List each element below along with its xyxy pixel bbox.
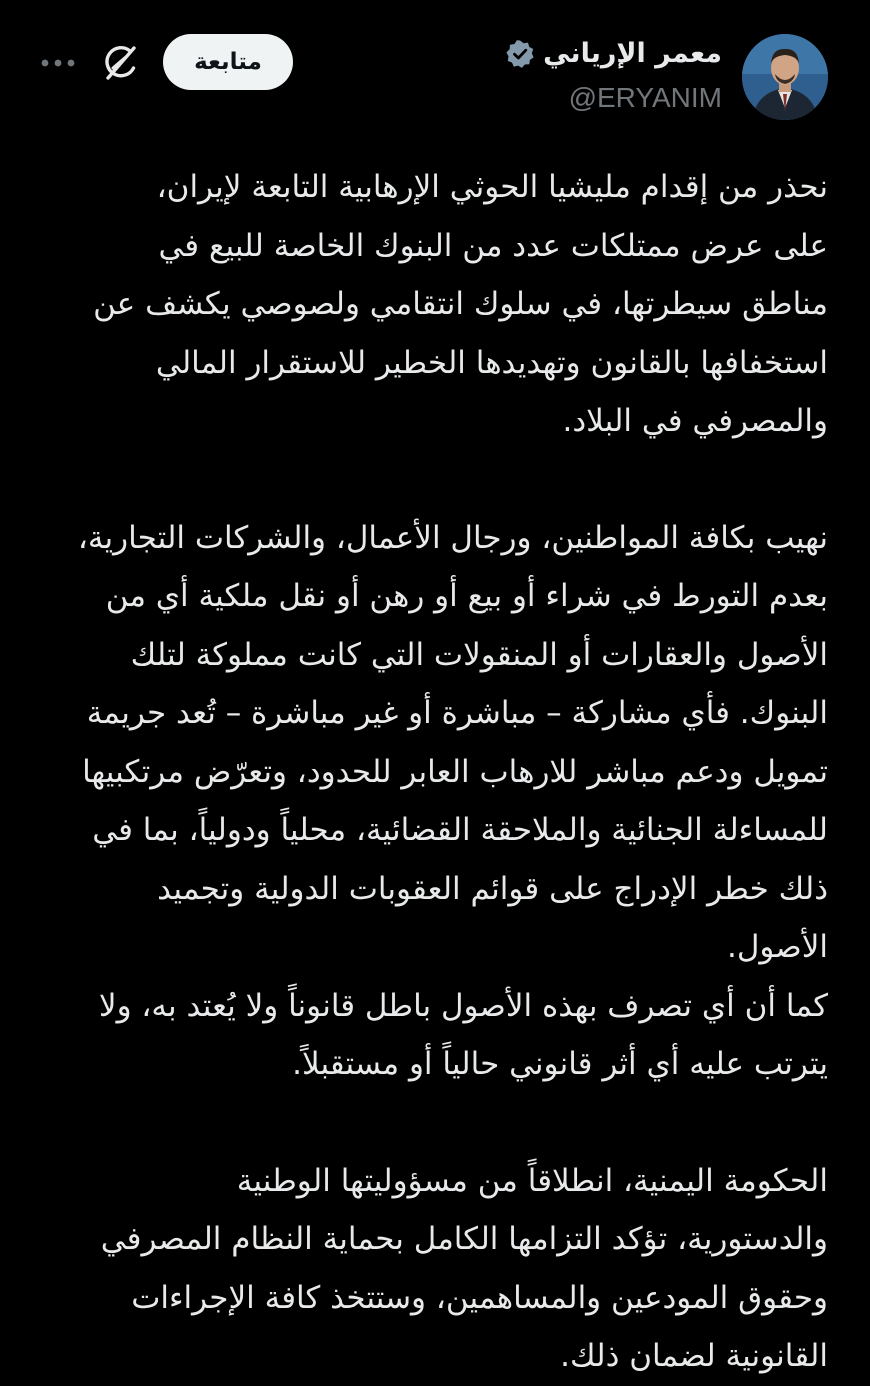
avatar[interactable]	[742, 34, 828, 120]
tweet-text	[28, 158, 828, 1386]
display-name[interactable]: معمر الإرياني	[543, 38, 722, 69]
follow-button[interactable]: متابعة	[163, 34, 293, 90]
user-info	[505, 32, 722, 118]
tweet-header	[0, 30, 870, 130]
user-handle[interactable]: @ERYANIM	[568, 82, 722, 113]
grok-icon[interactable]	[100, 42, 142, 84]
paragraph-spacer	[28, 451, 828, 509]
tweet-paragraph-1: نحذر من إقدام مليشيا الحوثي الإرهابية التابعة لإيران، على عرض ممتلكات عدد من البنوك الخاصة للبيع في مناطق سيطرتها، في سلوك انتقامي ولصوصي يكشف عن استخفافها بالقانون وتهديدها الخطير للاستقرار المالي والمصرفي في البلاد.	[93, 169, 828, 439]
tweet-paragraph-3: الحكومة اليمنية، انطلاقاً من مسؤوليتها الوطنية والدستورية، تؤكد التزامها الكامل بحماية النظام المصرفي وحقوق المودعين والمساهمين، وستتخذ كافة الإجراءات القانونية لضمان ذلك.	[100, 1162, 828, 1374]
paragraph-spacer	[28, 1094, 828, 1152]
name-row	[505, 32, 722, 76]
verified-badge-icon	[505, 39, 535, 69]
more-options-icon[interactable]	[36, 48, 80, 78]
tweet-paragraph-2: نهيب بكافة المواطنين، ورجال الأعمال، والشركات التجارية، بعدم التورط في شراء أو بيع أو رهن أو نقل ملكية أي من الأصول والعقارات أو المنقولات التي كانت مملوكة لتلك البنوك. فأي مشاركة – مباشرة أو غير مباشرة – تُعد جريمة تمويل ودعم مباشر للارهاب العابر للحدود، وتعرّض مرتكبيها للمساءلة الجنائية والملاحقة القضائية، محلياً ودولياً، بما في ذلك خطر الإدراج على قوائم العقوبات الدولية وتجميد الأصول. كما أن أي تصرف بهذه الأصول باطل قانوناً ولا يُعتد به، ولا يترتب عليه أي أثر قانوني حالياً أو مستقبلاً.	[77, 519, 828, 1082]
